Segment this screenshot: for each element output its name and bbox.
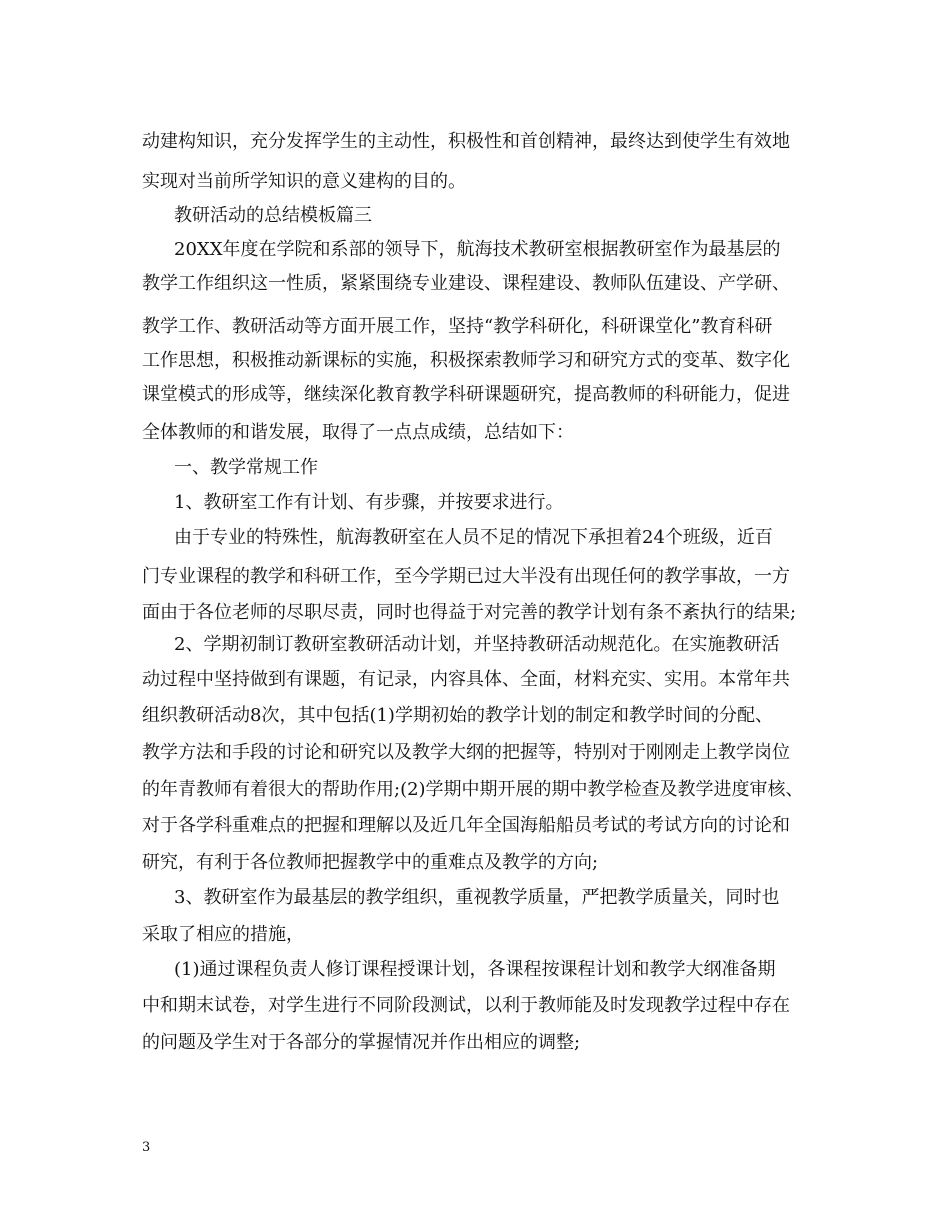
text-line: 2、学期初制订教研室教研活动计划，并坚持教研活动规范化。在实施教研活 xyxy=(174,634,780,655)
section-heading: 一、教学常规工作 xyxy=(174,457,318,478)
text-line: 课堂模式的形成等，继续深化教育教学科研课题研究，提高教师的科研能力，促进 xyxy=(142,384,790,405)
text-line: 组织教研活动8次，其中包括(1)学期初始的教学计划的制定和教学时间的分配、 xyxy=(142,705,773,726)
text-line: 门专业课程的教学和科研工作，至今学期已过大半没有出现任何的教学事故，一方 xyxy=(142,566,790,587)
text-line: 的年青教师有着很大的帮助作用;(2)学期中期开展的期中教学检查及教学进度审核、 xyxy=(142,779,804,800)
text-line: 采取了相应的措施， xyxy=(142,924,304,945)
text-line: 由于专业的特殊性，航海教研室在人员不足的情况下承担着24个班级，近百 xyxy=(174,527,773,548)
section-heading: 教研活动的总结模板篇三 xyxy=(174,205,372,226)
text-line: 教学方法和手段的讨论和研究以及教学大纲的把握等，特别对于刚刚走上教学岗位 xyxy=(142,742,790,763)
text-line: 1、教研室工作有计划、有步骤，并按要求进行。 xyxy=(174,492,564,513)
text-line: 实现对当前所学知识的意义建构的目的。 xyxy=(142,171,466,192)
text-line: 中和期末试卷，对学生进行不同阶段测试，以利于教师能及时发现教学过程中存在 xyxy=(142,995,790,1016)
text-line: (1)通过课程负责人修订课程授课计划，各课程按课程计划和教学大纲准备期 xyxy=(174,959,776,980)
text-line: 20XX年度在学院和系部的领导下，航海技术教研室根据教研室作为最基层的 xyxy=(174,239,781,260)
text-line: 教学工作、教研活动等方面开展工作，坚持“教学科研化，科研课堂化”教育科研 xyxy=(142,316,773,337)
text-line: 全体教师的和谐发展，取得了一点点成绩，总结如下： xyxy=(142,422,574,443)
text-line: 对于各学科重难点的把握和理解以及近几年全国海船船员考试的考试方向的讨论和 xyxy=(142,815,790,836)
text-line: 动建构知识，充分发挥学生的主动性，积极性和首创精神，最终达到使学生有效地 xyxy=(142,131,790,152)
text-line: 的问题及学生对于各部分的掌握情况并作出相应的调整; xyxy=(142,1032,581,1053)
text-line: 研究，有利于各位教师把握教学中的重难点及教学的方向; xyxy=(142,852,599,873)
text-line: 工作思想，积极推动新课标的实施，积极探索教师学习和研究方式的变革、数字化 xyxy=(142,350,790,371)
text-line: 面由于各位老师的尽职尽责，同时也得益于对完善的教学计划有条不紊执行的结果; xyxy=(142,602,797,623)
text-line: 教学工作组织这一性质，紧紧围绕专业建设、课程建设、教师队伍建设、产学研、 xyxy=(142,273,790,294)
text-line: 动过程中坚持做到有课题，有记录，内容具体、全面，材料充实、实用。本常年共 xyxy=(142,669,790,690)
text-line: 3、教研室作为最基层的教学组织，重视教学质量，严把教学质量关，同时也 xyxy=(174,887,780,908)
page-number: 3 xyxy=(142,1140,151,1155)
